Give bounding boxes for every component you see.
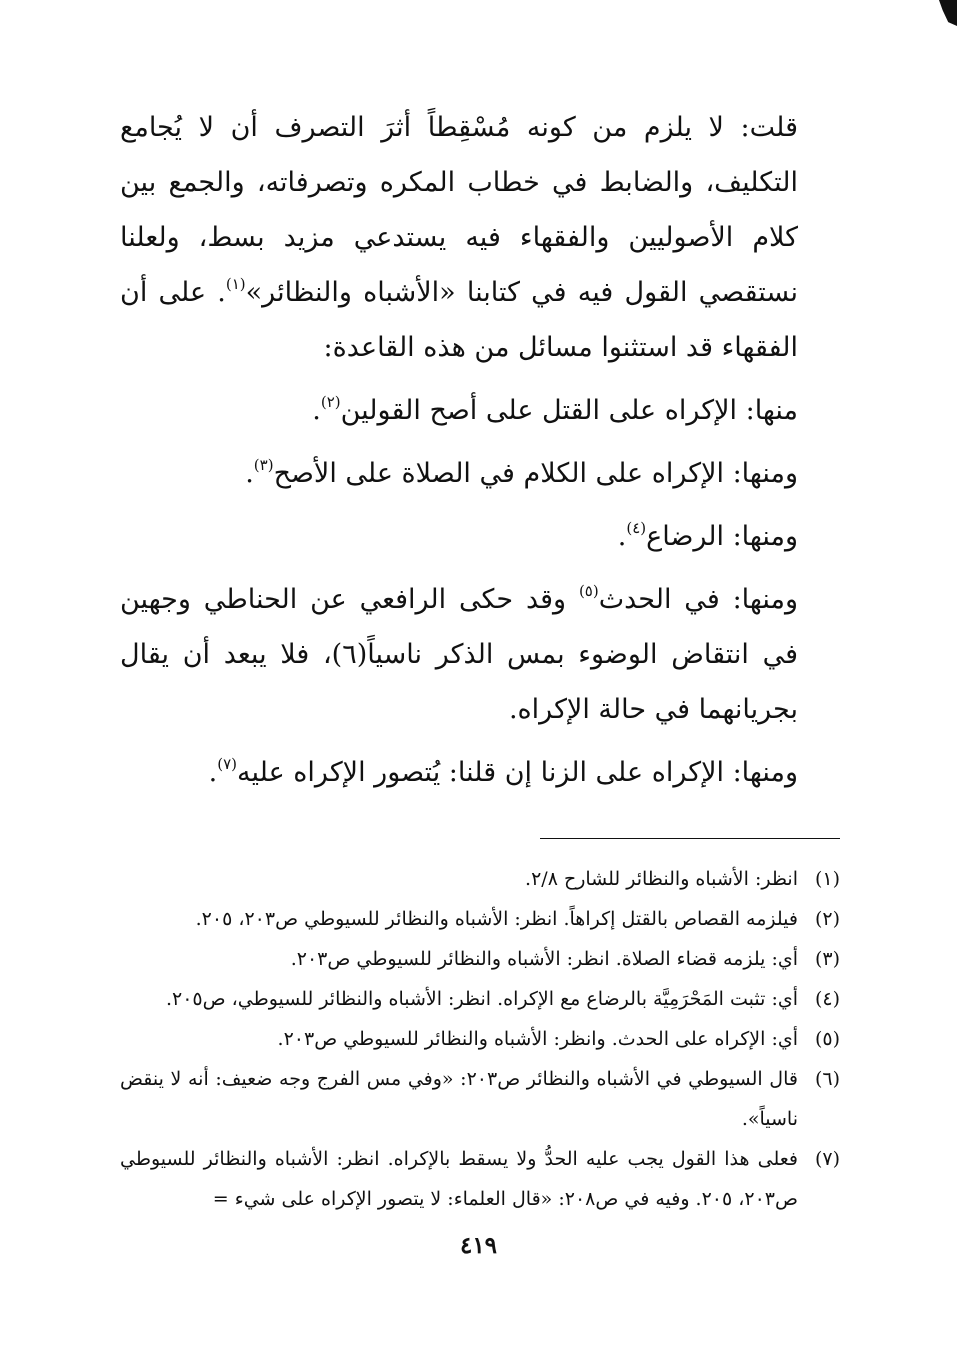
footnote-separator — [540, 838, 840, 839]
footnote-text: أي: الإكراه على الحدث. وانظر: الأشباه والنظائر للسيوطي ص٢٠٣. — [277, 1028, 798, 1050]
footnote-number: (٣) — [814, 948, 840, 970]
page-content — [120, 100, 840, 1219]
footnote-ref-1[interactable]: (١) — [225, 275, 246, 293]
main-text — [120, 100, 840, 800]
footnote-text: فيلزمه القصاص بالقتل إكراهاً. انظر: الأشباه والنظائر للسيوطي ص٢٠٣، ٢٠٥. — [195, 908, 798, 930]
footnote-1 — [120, 859, 840, 899]
paragraph-exception-1: منها: الإكراه على القتل على أصح القولين$^{(٢)}$. — [312, 393, 798, 426]
paragraph-intro: قلت: لا يلزم من كونه مُسْقِطاً أثرَ التصرف أن لا يُجامع التكليف، والضابط في خطاب المكره وتصرفاته، والجمع بين كلام الأصوليين والفقهاء فيه يستدعي مزيد بسط، ولعلنا نستقصي القول فيه في كتابنا «الأشباه والنظائر»$^{(١)}$. على أن الفقهاء قد استثنوا مسائل من هذه القاعدة: — [120, 112, 798, 363]
footnote-4 — [120, 979, 840, 1019]
footnote-text: انظر: الأشباه والنظائر للشارح ٢/٨. — [525, 868, 798, 890]
footnote-text: فعلى هذا القول يجب عليه الحدُّ ولا يسقط بالإكراه. انظر: الأشباه والنظائر للسيوطي ص٢٠٣، ٢٠٥. وفيه في ص٢٠٨: «قال العلماء: لا يتصور الإكراه على شيء = — [120, 1148, 798, 1210]
footnote-number: (٦) — [814, 1068, 840, 1090]
footnote-number: (٧) — [814, 1148, 840, 1170]
footnote-7 — [120, 1139, 840, 1219]
footnote-6 — [120, 1059, 840, 1139]
footnote-5 — [120, 1019, 840, 1059]
footnote-3 — [120, 939, 840, 979]
footnote-2 — [120, 899, 840, 939]
footnote-ref-5[interactable]: (٥) — [578, 582, 599, 600]
footnote-ref-4[interactable]: (٤) — [626, 519, 647, 537]
footnote-ref-2[interactable]: (٢) — [320, 393, 341, 411]
footnote-number: (٢) — [814, 908, 840, 930]
paragraph-exception-5: ومنها: الإكراه على الزنا إن قلنا: يُتصور الإكراه عليه$^{(٧)}$. — [208, 755, 798, 788]
footnote-number: (٥) — [814, 1028, 840, 1050]
scan-corner-mark — [935, 0, 957, 26]
paragraph-exception-4: ومنها: في الحدث$^{(٥)}$ وقد حكى الرافعي عن الحناطي وجهين في انتقاض الوضوء بمس الذكر ناسياً(٦)، فلا يبعد أن يقال بجريانهما في حالة الإكراه. — [120, 582, 798, 725]
footnote-text: قال السيوطي في الأشباه والنظائر ص٢٠٣: «وفي مس الفرج وجه ضعيف: أنه لا ينقض ناسياً». — [120, 1068, 798, 1130]
footnote-text: أي: تثبت المَحْرَمِيَّة بالرضاع مع الإكراه. انظر: الأشباه والنظائر للسيوطي، ص٢٠٥. — [165, 988, 798, 1010]
footnotes — [120, 859, 840, 1219]
footnote-text: أي: يلزمه قضاء الصلاة. انظر: الأشباه والنظائر للسيوطي ص٢٠٣. — [290, 948, 798, 970]
paragraph-exception-3: ومنها: الرضاع$^{(٤)}$. — [617, 519, 798, 552]
page-number: ٤١٩ — [459, 1232, 498, 1259]
footnote-ref-7[interactable]: (٧) — [217, 755, 238, 773]
paragraph-exception-2: ومنها: الإكراه على الكلام في الصلاة على الأصح$^{(٣)}$. — [245, 456, 798, 489]
footnote-ref-3[interactable]: (٣) — [253, 456, 274, 474]
footnote-number: (٤) — [814, 988, 840, 1010]
footnote-number: (١) — [814, 868, 840, 890]
